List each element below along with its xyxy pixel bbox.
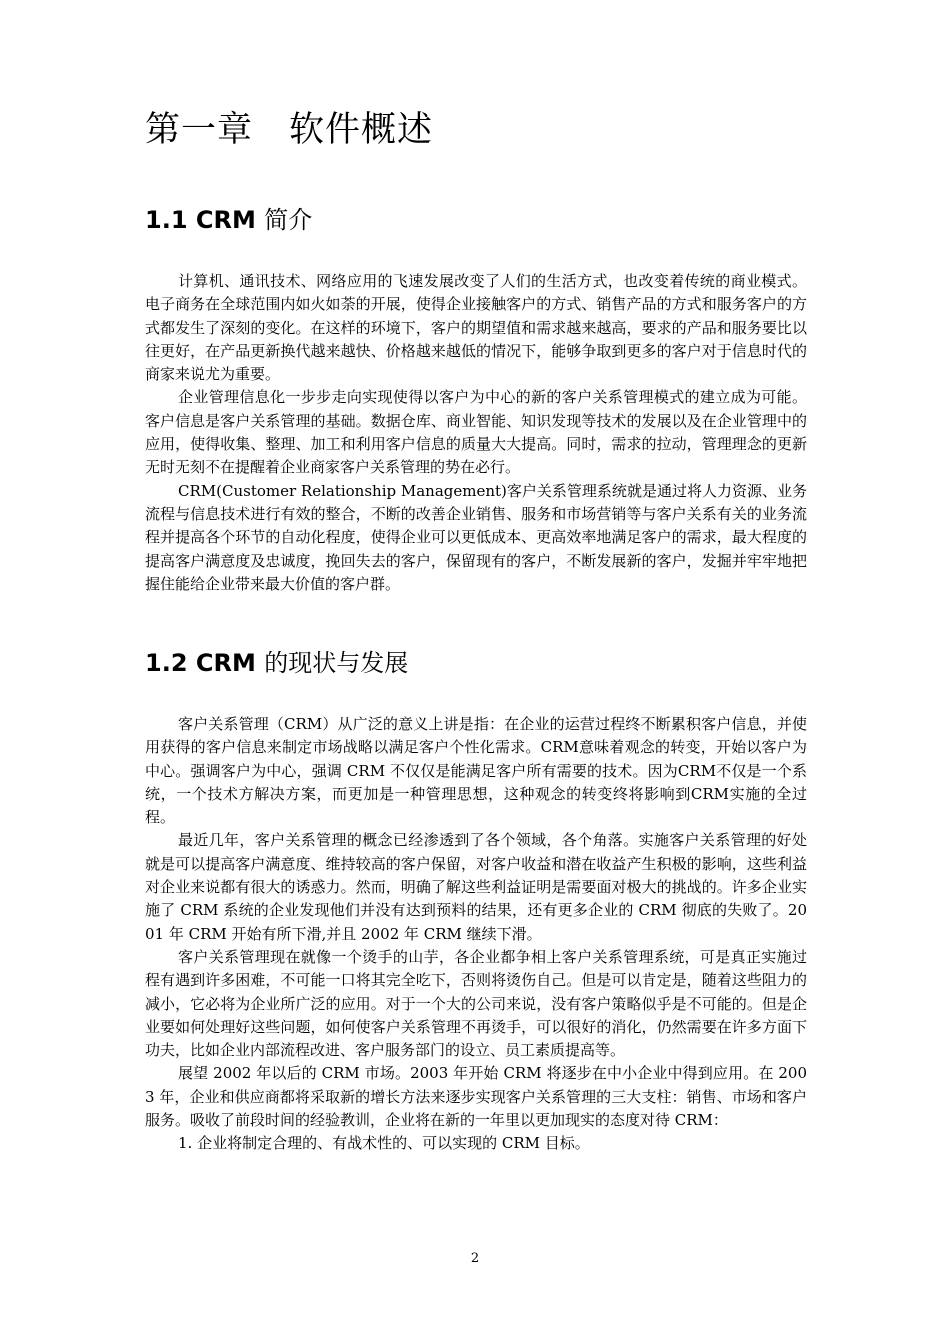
section-heading-1-2 <box>145 646 408 680</box>
section-title: 的现状与发展 <box>264 649 409 677</box>
paragraph: 客户关系管理（CRM）从广泛的意义上讲是指：在企业的运营过程终不断累积客户信息，并使用获得的客户信息来制定市场战略以满足客户个性化需求。CRM意味着观念的转变，开始以客户为中心。强调客户为中心，强调 CRM 不仅仅是能满足客户所有需要的技术。因为CRM不仅是一个系统，一个技术方解决方案，而更加是一种管理思想，这种观念的转变终将影响到CRM实施的全过程。 <box>145 715 807 827</box>
list-item: 1. 企业将制定合理的、有战术性的、可以实现的 CRM 目标。 <box>178 1134 590 1153</box>
chapter-title <box>145 106 433 154</box>
paragraph: 最近几年，客户关系管理的概念已经渗透到了各个领域，各个角落。实施客户关系管理的好处就是可以提高客户满意度、维持较高的客户保留，对客户收益和潜在收益产生积极的影响，这些利益对企业来说都有很大的诱惑力。然而，明确了解这些利益证明是需要面对极大的挑战的。许多企业实施了 CRM 系统的企业发现他们并没有达到预料的结果，还有更多企业的 CRM 彻底的失败了。2001 年 CRM 开始有所下滑,并且 2002 年 CRM 继续下滑。 <box>145 831 807 943</box>
section-body-1-2 <box>145 713 807 1156</box>
section-number: 1.2 CRM <box>145 649 256 677</box>
chapter-name: 软件概述 <box>289 110 434 150</box>
paragraph: 计算机、通讯技术、网络应用的飞速发展改变了人们的生活方式，也改变着传统的商业模式。电子商务在全球范围内如火如荼的开展，使得企业接触客户的方式、销售产品的方式和服务客户的方式都发生了深刻的变化。在这样的环境下，客户的期望值和需求越来越高，要求的产品和服务要比以往更好，在产品更新换代越来越快、价格越来越低的情况下，能够争取到更多的客户对于信息时代的商家来说尤为重要。 <box>145 272 807 384</box>
paragraph: 客户关系管理现在就像一个烫手的山芋，各企业都争相上客户关系管理系统，可是真正实施过程有遇到许多困难，不可能一口将其完全吃下，否则将烫伤自己。但是可以肯定是，随着这些阻力的减小，它必将为企业所广泛的应用。对于一个大的公司来说，没有客户策略似乎是不可能的。但是企业要如何处理好这些问题，如何使客户关系管理不再烫手，可以很好的消化，仍然需要在许多方面下功夫，比如企业内部流程改进、客户服务部门的设立、员工素质提高等。 <box>145 947 807 1060</box>
section-number: 1.1 CRM <box>145 206 256 234</box>
section-title: 简介 <box>264 206 313 234</box>
paragraph: CRM(Customer Relationship Management)客户关系管理系统就是通过将人力资源、业务流程与信息技术进行有效的整合，不断的改善企业销售、服务和市场营销等与客户关系有关的业务流程并提高各个环节的自动化程度，使得企业可以更低成本、更高效率地满足客户的需求，最大程度的提高客户满意度及忠诚度，挽回失去的客户，保留现有的客户，不断发展新的客户，发掘并牢牢地把握住能给企业带来最大价值的客户群。 <box>145 481 807 593</box>
page-number: 2 <box>470 1251 480 1266</box>
paragraph: 展望 2002 年以后的 CRM 市场。2003 年开始 CRM 将逐步在中小企业中得到应用。在 2003 年，企业和供应商都将采取新的增长方法来逐步实现客户关系管理的三大支柱：销售、市场和客户服务。吸收了前段时间的经验教训，企业将在新的一年里以更加现实的态度对待 CRM： <box>145 1064 807 1130</box>
section-heading-1-1 <box>145 203 312 237</box>
paragraph: 企业管理信息化一步步走向实现使得以客户为中心的新的客户关系管理模式的建立成为可能。客户信息是客户关系管理的基础。数据仓库、商业智能、知识发现等技术的发展以及在企业管理中的应用，使得收集、整理、加工和利用客户信息的质量大大提高。同时，需求的拉动，管理理念的更新无时无刻不在提醒着企业商家客户关系管理的势在必行。 <box>145 388 807 477</box>
chapter-number: 第一章 <box>145 110 254 150</box>
section-body-1-1 <box>145 270 807 596</box>
